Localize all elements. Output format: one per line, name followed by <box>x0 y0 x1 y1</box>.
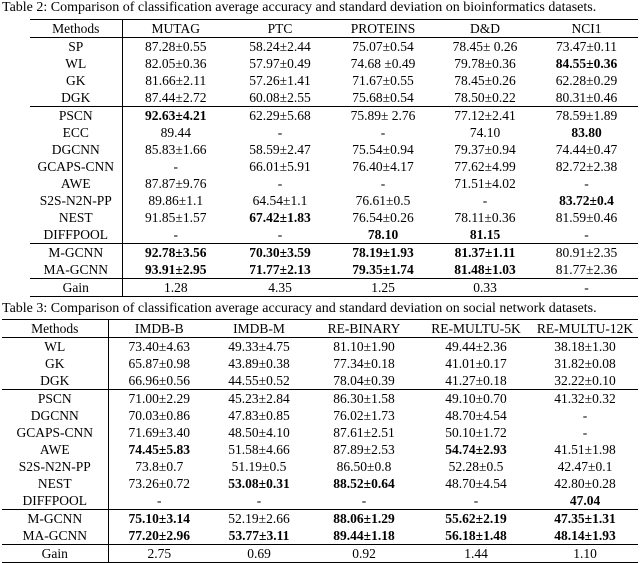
value-cell: 55.62±2.19 <box>445 511 507 526</box>
table-row <box>30 226 638 244</box>
value-cell: 67.42±1.83 <box>249 210 311 225</box>
table-row <box>30 124 638 141</box>
method-cell: MA-GCNN <box>30 261 122 279</box>
value-cell: 54.74±2.93 <box>445 442 507 457</box>
value-cell: 84.55±0.36 <box>555 56 618 71</box>
value-cell: 81.37±1.11 <box>454 245 516 260</box>
table-row <box>30 107 638 125</box>
table-row <box>30 89 638 107</box>
value-cell: 48.50±4.10 <box>228 425 290 440</box>
value-cell: 62.29±5.68 <box>249 108 311 123</box>
table-row <box>30 261 638 279</box>
value-cell: 76.40±4.17 <box>352 159 414 174</box>
value-cell: 38.18±1.30 <box>554 339 616 354</box>
value-cell: 76.61±0.5 <box>355 193 411 208</box>
table-row <box>30 209 638 226</box>
value-cell: 82.72±2.38 <box>555 159 618 174</box>
table-row <box>2 355 638 372</box>
method-cell: Gain <box>2 545 108 563</box>
value-cell: 41.01±0.17 <box>445 356 507 371</box>
value-cell: 50.10±1.72 <box>445 425 507 440</box>
value-cell: 41.27±0.18 <box>420 372 532 390</box>
value-cell: 0.69 <box>210 545 308 563</box>
value-cell: 74.45±5.83 <box>108 441 210 458</box>
value-cell: 73.26±0.72 <box>108 475 210 492</box>
value-cell: 58.59±2.47 <box>249 142 311 157</box>
value-cell: 58.24±2.44 <box>249 39 311 54</box>
value-cell: - <box>482 193 488 208</box>
value-cell: 71.67±0.55 <box>352 73 414 88</box>
value-cell: - <box>582 408 588 423</box>
table-row <box>2 390 638 408</box>
value-cell: 48.14±1.93 <box>532 527 638 545</box>
value-cell: 62.28±0.29 <box>555 73 618 88</box>
table-2-header-row <box>30 20 638 38</box>
value-cell: 49.44±2.36 <box>445 339 507 354</box>
value-cell: 77.34±0.18 <box>333 356 395 371</box>
method-cell: DGK <box>30 89 122 107</box>
value-cell: 52.19±2.66 <box>228 511 290 526</box>
table-row <box>2 527 638 545</box>
value-cell: - <box>277 125 283 140</box>
value-cell: 78.11±0.36 <box>454 210 516 225</box>
value-cell: 52.28±0.5 <box>448 459 504 474</box>
value-cell: 74.68 ±0.49 <box>350 56 416 71</box>
table-row <box>2 407 638 424</box>
value-cell: 88.06±1.29 <box>333 511 395 526</box>
value-cell: 87.44±2.72 <box>122 89 229 107</box>
value-cell: 83.72±0.4 <box>559 193 614 208</box>
value-cell: 91.85±1.57 <box>122 209 229 226</box>
value-cell: 77.62±4.99 <box>454 159 516 174</box>
value-cell: 78.19±1.93 <box>352 245 414 260</box>
method-cell: DGCNN <box>30 408 79 423</box>
value-cell: 66.96±0.56 <box>108 372 210 390</box>
method-cell: Gain <box>30 279 122 297</box>
value-cell: 57.97±0.49 <box>249 56 311 71</box>
value-cell: 81.15 <box>435 226 535 244</box>
table-row <box>30 192 638 209</box>
table-row <box>30 72 638 89</box>
value-cell: 66.01±5.91 <box>249 159 311 174</box>
value-cell: 44.55±0.52 <box>210 372 308 390</box>
value-cell: 87.87±9.76 <box>122 175 229 192</box>
value-cell: 87.61±2.51 <box>333 425 395 440</box>
table-2-body <box>30 38 638 297</box>
table-row <box>2 510 638 528</box>
value-cell: 0.33 <box>435 279 535 297</box>
value-cell: 81.48±1.03 <box>435 261 535 279</box>
value-cell: 78.50±0.22 <box>435 89 535 107</box>
value-cell: 80.91±2.35 <box>555 245 618 260</box>
value-cell: 88.52±0.64 <box>333 476 395 491</box>
method-cell: M-GCNN <box>48 245 104 260</box>
value-cell: 31.82±0.08 <box>554 356 616 371</box>
method-cell: AWE <box>39 442 70 457</box>
value-cell: - <box>122 158 229 175</box>
column-header: IMDB-B <box>108 320 210 338</box>
method-cell: GCAPS-CNN <box>16 425 94 440</box>
value-cell: 47.83±0.85 <box>228 408 290 423</box>
value-cell: 32.22±0.10 <box>532 372 638 390</box>
value-cell: 75.54±0.94 <box>352 142 414 157</box>
value-cell: 53.08±0.31 <box>228 476 290 491</box>
table-row <box>30 279 638 297</box>
method-cell: AWE <box>60 176 91 191</box>
method-cell: ECC <box>62 125 89 140</box>
column-header: Methods <box>2 320 108 338</box>
table-3-body <box>2 338 638 563</box>
value-cell: - <box>582 425 588 440</box>
value-cell: 49.33±4.75 <box>228 339 290 354</box>
value-cell: 70.30±3.59 <box>249 245 311 260</box>
value-cell: - <box>380 176 386 191</box>
column-header: Methods <box>30 20 122 38</box>
value-cell: 45.23±2.84 <box>228 391 290 406</box>
table-2 <box>30 19 638 297</box>
table-row <box>2 424 638 441</box>
value-cell: 87.89±2.53 <box>333 442 395 457</box>
method-cell: WL <box>65 56 87 71</box>
value-cell: 83.80 <box>571 125 602 140</box>
method-cell: DGK <box>2 372 108 390</box>
value-cell: 87.28±0.55 <box>122 38 229 56</box>
table-3-caption: Table 3: Comparison of classification average accuracy and standard deviation on social network datasets. <box>2 301 597 316</box>
table-row <box>30 244 638 262</box>
value-cell: 89.44±1.18 <box>308 527 420 545</box>
value-cell: 57.26±1.41 <box>249 73 311 88</box>
value-cell: 42.80±0.28 <box>554 476 616 491</box>
value-cell: 41.51±1.98 <box>554 442 616 457</box>
column-header: IMDB-M <box>210 320 308 338</box>
column-header: RE-BINARY <box>308 320 420 338</box>
value-cell: - <box>535 226 638 244</box>
value-cell: 56.18±1.48 <box>420 527 532 545</box>
table-3-header-row <box>2 320 638 338</box>
value-cell: 78.59±1.89 <box>555 108 618 123</box>
value-cell: - <box>535 279 638 297</box>
table-row <box>30 141 638 158</box>
value-cell: 76.02±1.73 <box>333 408 395 423</box>
table-row <box>30 55 638 72</box>
value-cell: 53.77±3.11 <box>210 527 308 545</box>
value-cell: 1.28 <box>122 279 229 297</box>
value-cell: 73.8±0.7 <box>108 458 210 475</box>
value-cell: - <box>380 125 386 140</box>
method-cell: MA-GCNN <box>2 527 108 545</box>
value-cell: 77.20±2.96 <box>108 527 210 545</box>
value-cell: 60.08±2.55 <box>229 89 331 107</box>
column-header: RE-MULTU-5K <box>420 320 532 338</box>
value-cell: 75.89± 2.76 <box>350 108 416 123</box>
value-cell: - <box>122 226 229 244</box>
table-2-caption: Table 2: Comparison of classification average accuracy and standard deviation on bioinformatics datasets. <box>2 0 597 15</box>
value-cell: 78.45± 0.26 <box>452 39 518 54</box>
value-cell: 81.10±1.90 <box>333 339 395 354</box>
value-cell: 86.50±0.8 <box>336 459 392 474</box>
value-cell: 42.47±0.1 <box>557 459 613 474</box>
value-cell: 48.70±4.54 <box>445 476 507 491</box>
value-cell: - <box>229 226 331 244</box>
value-cell: 4.35 <box>229 279 331 297</box>
value-cell: 1.10 <box>532 545 638 563</box>
method-cell: DGCNN <box>51 142 100 157</box>
method-cell: DIFFPOOL <box>2 492 108 510</box>
value-cell: 81.59±0.46 <box>555 210 618 225</box>
value-cell: - <box>277 176 283 191</box>
value-cell: 47.04 <box>532 492 638 510</box>
value-cell: 81.77±2.36 <box>535 261 638 279</box>
value-cell: 74.44±0.47 <box>555 142 618 157</box>
column-header: PTC <box>229 20 331 38</box>
method-cell: SP <box>68 39 84 54</box>
value-cell: 75.07±0.54 <box>352 39 414 54</box>
value-cell: 0.92 <box>308 545 420 563</box>
value-cell: 70.03±0.86 <box>108 407 210 424</box>
value-cell: 1.25 <box>331 279 435 297</box>
method-cell: S2S-N2N-PP <box>39 193 112 208</box>
value-cell: 78.10 <box>331 226 435 244</box>
value-cell: 92.78±3.56 <box>122 244 229 262</box>
value-cell: 48.70±4.54 <box>445 408 507 423</box>
method-cell: GK <box>66 73 86 88</box>
table-row <box>2 338 638 356</box>
value-cell: 86.30±1.58 <box>333 391 395 406</box>
value-cell: 85.83±1.66 <box>122 141 229 158</box>
value-cell: 41.32±0.32 <box>554 391 616 406</box>
value-cell: 71.00±2.29 <box>108 390 210 408</box>
value-cell: 77.12±2.41 <box>454 108 516 123</box>
table-row <box>30 38 638 56</box>
value-cell: 71.77±2.13 <box>229 261 331 279</box>
table-row <box>2 475 638 492</box>
value-cell: - <box>108 492 210 510</box>
value-cell: 75.10±3.14 <box>108 510 210 528</box>
value-cell: - <box>210 492 308 510</box>
value-cell: 78.45±0.26 <box>454 73 516 88</box>
table-row <box>30 175 638 192</box>
value-cell: 76.54±0.26 <box>352 210 414 225</box>
value-cell: 79.35±1.74 <box>331 261 435 279</box>
value-cell: 51.19±0.5 <box>231 459 287 474</box>
value-cell: 92.63±4.21 <box>122 107 229 125</box>
value-cell: 79.37±0.94 <box>454 142 516 157</box>
value-cell: 75.68±0.54 <box>331 89 435 107</box>
method-cell: S2S-N2N-PP <box>18 459 91 474</box>
method-cell: GK <box>45 356 65 371</box>
table-row <box>30 158 638 175</box>
value-cell: 73.40±4.63 <box>108 338 210 356</box>
value-cell: 74.10 <box>469 125 501 140</box>
value-cell: 89.44 <box>122 124 229 141</box>
value-cell: 2.75 <box>108 545 210 563</box>
table-row <box>2 372 638 390</box>
table-row <box>2 441 638 458</box>
value-cell: - <box>584 176 589 191</box>
method-cell: DIFFPOOL <box>30 226 122 244</box>
column-header: RE-MULTU-12K <box>532 320 638 338</box>
value-cell: 81.66±2.11 <box>122 72 229 89</box>
value-cell: 71.69±3.40 <box>108 424 210 441</box>
method-cell: WL <box>44 339 66 354</box>
method-cell: M-GCNN <box>27 511 83 526</box>
value-cell: 51.58±4.66 <box>228 442 290 457</box>
value-cell: 71.51±4.02 <box>454 176 516 191</box>
value-cell: 82.05±0.36 <box>122 55 229 72</box>
value-cell: 47.35±1.31 <box>554 511 616 526</box>
table-row <box>2 458 638 475</box>
column-header: MUTAG <box>122 20 229 38</box>
method-cell: PSCN <box>37 391 72 406</box>
value-cell: - <box>308 492 420 510</box>
method-cell: GCAPS-CNN <box>37 159 115 174</box>
value-cell: 1.44 <box>420 545 532 563</box>
method-cell: NEST <box>37 476 72 491</box>
value-cell: - <box>420 492 532 510</box>
value-cell: 93.91±2.95 <box>122 261 229 279</box>
value-cell: 49.10±0.70 <box>445 391 507 406</box>
column-header: PROTEINS <box>331 20 435 38</box>
method-cell: NEST <box>58 210 93 225</box>
value-cell: 78.04±0.39 <box>308 372 420 390</box>
column-header: NCI1 <box>535 20 638 38</box>
value-cell: 73.47±0.11 <box>556 39 617 54</box>
value-cell: 43.89±0.38 <box>228 356 290 371</box>
table-row <box>2 545 638 563</box>
table-row <box>2 492 638 510</box>
value-cell: 79.78±0.36 <box>454 56 516 71</box>
column-header: D&D <box>435 20 535 38</box>
value-cell: 89.86±1.1 <box>122 192 229 209</box>
value-cell: 64.54±1.1 <box>252 193 308 208</box>
table-3 <box>2 319 638 563</box>
method-cell: PSCN <box>58 108 93 123</box>
value-cell: 65.87±0.98 <box>108 355 210 372</box>
value-cell: 80.31±0.46 <box>535 89 638 107</box>
